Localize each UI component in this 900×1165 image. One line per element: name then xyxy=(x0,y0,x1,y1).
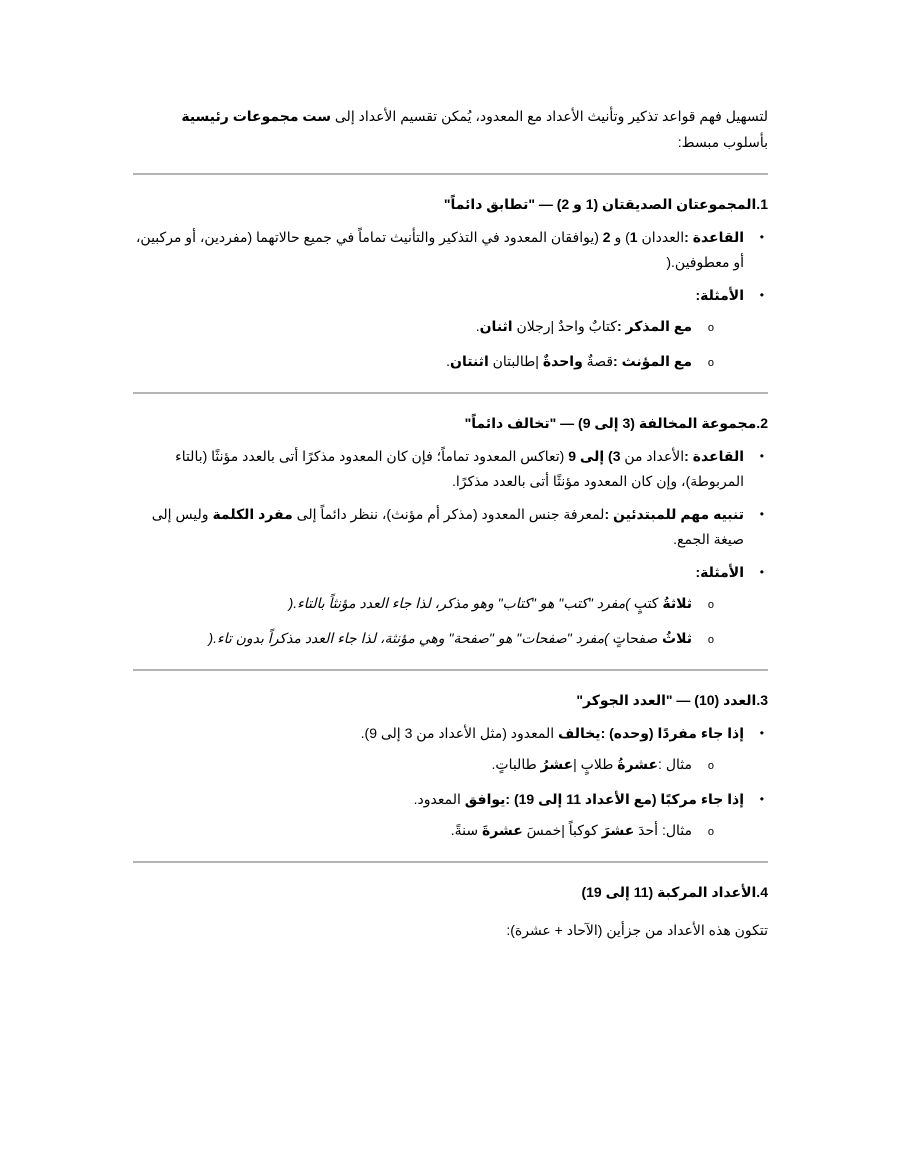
section-divider xyxy=(133,861,768,863)
example-bold: عشرَ xyxy=(601,822,635,838)
examples-list xyxy=(133,591,744,651)
example-bold: واحدةٌ xyxy=(542,353,583,369)
example-label: مع المؤنث : xyxy=(613,353,692,369)
example-bold: ثلاثةُ xyxy=(662,595,692,611)
example-bold: عشرةَ xyxy=(481,822,523,838)
example-text: كتبٍ xyxy=(629,595,663,611)
section-4-text: تتكون هذه الأعداد من جزأين (الآحاد + عشرة): xyxy=(506,922,768,938)
example-text: مثال : xyxy=(658,756,692,772)
rule-text: الأعداد من xyxy=(620,448,685,464)
example-text: قصةٌ xyxy=(582,353,614,369)
note-text: لمعرفة جنس المعدود (مذكر أم مؤنث)، ننظر دائماً إلى xyxy=(292,506,605,522)
example-bold: ثلاثُ xyxy=(662,630,692,646)
section-3-heading: 3.العدد (10) — "العدد الجوكر" xyxy=(576,692,768,708)
intro-text-end: بأسلوب مبسط: xyxy=(677,134,768,150)
intro-bold: ست مجموعات رئيسية xyxy=(181,108,331,124)
list-item xyxy=(133,444,768,494)
rule-text: (تعاكس المعدود تماماً؛ فإن كان المعدود مذكرًا أتى بالعدد مؤنثًا (بالتاء المربوطة)، وإن كان المعدود مؤنثًا أتى بالعدد مذكرًا. xyxy=(175,448,744,489)
example-text: سنةً. xyxy=(450,822,482,838)
examples-list xyxy=(133,818,744,843)
example-item xyxy=(133,314,744,339)
document-content xyxy=(133,103,768,943)
section-4 xyxy=(133,881,768,943)
section-2 xyxy=(133,412,768,651)
intro-text: لتسهيل فهم قواعد تذكير وتأنيث الأعداد مع المعدود، يُمكن تقسيم الأعداد إلى xyxy=(331,108,768,124)
rule-label: إذا جاء مركبًا (مع الأعداد 11 إلى 19) : xyxy=(505,791,744,807)
example-item xyxy=(133,626,744,651)
examples-label: الأمثلة: xyxy=(695,287,744,303)
example-italic: )مفرد "صفحات" هو "صفحة" وهي مؤنثة، لذا جاء العدد مذكراً بدون تاء.( xyxy=(208,630,609,646)
example-text: طالباتٍ. xyxy=(491,756,541,772)
example-bold: اثنان xyxy=(479,318,513,334)
section-2-list xyxy=(133,444,768,651)
rule-text: المعدود (مثل الأعداد من 3 إلى 9). xyxy=(360,725,559,741)
example-text: كتابٌ واحدٌ |رجلان xyxy=(512,318,617,334)
note-label: تنبيه مهم للمبتدئين : xyxy=(604,506,744,522)
rule-text: العددان xyxy=(637,229,685,245)
example-text: |طالبتان xyxy=(488,353,543,369)
rule-bold: 2 xyxy=(602,229,611,245)
list-item xyxy=(133,721,768,777)
rule-text: (يوافقان المعدود في التذكير والتأنيث تماماً في جميع حالاتهما (مفردين، أو مركبين، أو معطوفين.( xyxy=(135,229,744,270)
examples-list xyxy=(133,752,744,777)
rule-bold: يخالف xyxy=(558,725,601,741)
examples-label: الأمثلة: xyxy=(695,564,744,580)
example-text: كوكباً |خمسَ xyxy=(522,822,602,838)
section-divider xyxy=(133,392,768,394)
example-item xyxy=(133,752,744,777)
section-4-heading: 4.الأعداد المركبة (11 إلى 19) xyxy=(581,884,768,900)
note-bold: مفرد الكلمة xyxy=(212,506,293,522)
section-1-heading: 1.المجموعتان الصديقتان (1 و 2) — "تطابق دائماً" xyxy=(443,196,768,212)
section-1-list xyxy=(133,225,768,374)
rule-bold: 1 xyxy=(629,229,638,245)
example-text: . xyxy=(475,318,480,334)
list-item xyxy=(133,225,768,275)
example-label: مع المذكر : xyxy=(616,318,692,334)
rule-text: ) و xyxy=(610,229,630,245)
example-italic: )مفرد "كتب" هو "كتاب" وهو مذكر، لذا جاء العدد مؤنثاً بالتاء.( xyxy=(288,595,630,611)
list-item xyxy=(133,787,768,843)
rule-bold: 3) إلى 9 xyxy=(568,448,621,464)
examples-list xyxy=(133,314,744,374)
example-item xyxy=(133,349,744,374)
list-item xyxy=(133,283,768,374)
note-text: وليس إلى صيغة الجمع. xyxy=(151,506,744,547)
section-divider xyxy=(133,669,768,671)
list-item xyxy=(133,502,768,552)
rule-label: القاعدة : xyxy=(684,448,744,464)
section-1 xyxy=(133,193,768,374)
rule-label: إذا جاء مفردًا (وحده) : xyxy=(600,725,744,741)
example-text: مثال: أحدَ xyxy=(634,822,692,838)
example-bold: عشرُ xyxy=(540,756,574,772)
example-text: . xyxy=(446,353,451,369)
example-text: صفحاتٍ xyxy=(608,630,663,646)
example-bold: عشرةُ xyxy=(617,756,659,772)
intro-paragraph xyxy=(133,103,768,155)
section-2-heading: 2.مجموعة المخالفة (3 إلى 9) — "تخالف دائماً" xyxy=(464,415,768,431)
rule-bold: يوافق xyxy=(464,791,506,807)
list-item xyxy=(133,560,768,651)
example-item xyxy=(133,818,744,843)
section-divider xyxy=(133,173,768,175)
section-3-list xyxy=(133,721,768,843)
example-text: طلابٍ | xyxy=(573,756,618,772)
example-item xyxy=(133,591,744,616)
rule-text: المعدود. xyxy=(413,791,465,807)
rule-label: القاعدة : xyxy=(684,229,744,245)
example-bold: اثنتان xyxy=(450,353,489,369)
section-3 xyxy=(133,689,768,843)
